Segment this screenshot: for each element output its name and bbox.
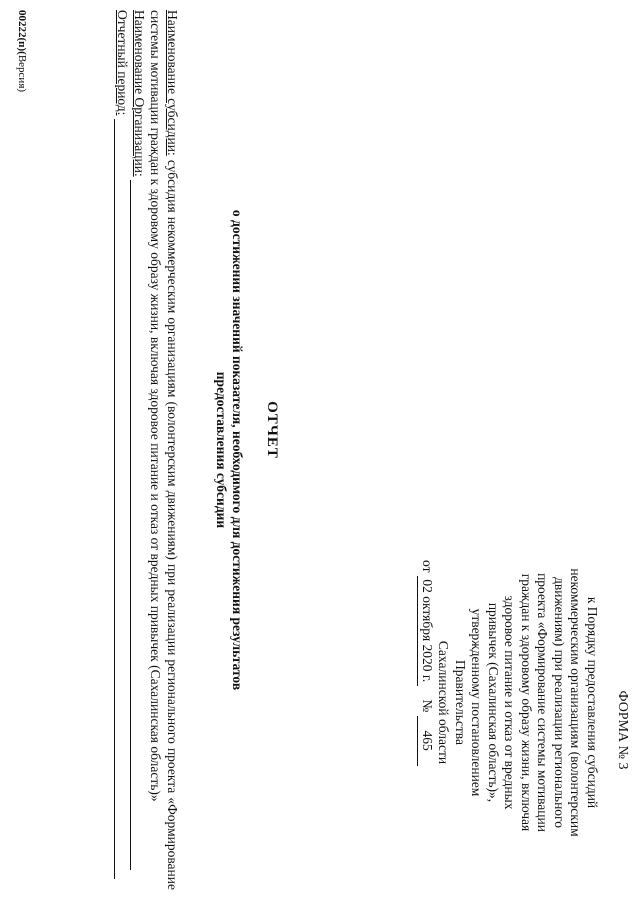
organization-fill-line[interactable] bbox=[131, 180, 146, 870]
footer-code bbox=[16, 10, 28, 92]
period-field bbox=[114, 10, 131, 890]
period-fill-line[interactable] bbox=[114, 119, 129, 879]
order-line: здоровое питание и отказ от вредных bbox=[502, 595, 518, 810]
subsidy-label: Наименование субсидии: bbox=[165, 10, 180, 156]
order-date: 02 октября 2020 г. bbox=[418, 576, 436, 686]
subsidy-field bbox=[147, 10, 180, 890]
order-line: Правительства bbox=[453, 660, 468, 745]
order-line: некоммерческим организациям (волонтерским bbox=[568, 568, 584, 837]
organization-field bbox=[131, 10, 148, 890]
form-number: ФОРМА № 3 bbox=[615, 690, 630, 770]
report-subtitle: о достижении значений показателя, необходимого для достижения результатов предоставления субсидии bbox=[214, 209, 245, 691]
number-sign: № bbox=[420, 699, 435, 713]
order-line: к Порядку предоставления субсидий bbox=[585, 596, 600, 809]
order-date-line bbox=[418, 560, 436, 845]
order-line: граждан к здоровому образу жизни, включая bbox=[519, 573, 534, 832]
order-line: Сахалинской области bbox=[436, 640, 452, 765]
order-line: движениям) при реализации регионального bbox=[552, 576, 567, 828]
report-fields bbox=[114, 10, 180, 890]
report-title: ОТЧЕТ bbox=[264, 401, 280, 459]
subsidy-value: субсидия некоммерческим организациям (волонтерским движениям) при реализации регионального проекта «Формирование системы мотивации граждан к здоровому образу жизни, включая здоровое питание и отказ от вредных привычек (Сахалинская область)» bbox=[148, 10, 180, 890]
order-line: привычек (Сахалинская область)», bbox=[486, 602, 501, 803]
document-version: Версия) bbox=[16, 54, 28, 93]
order-reference bbox=[418, 560, 601, 845]
order-line: утвержденному постановлением bbox=[469, 608, 485, 797]
period-label: Отчетный период: bbox=[115, 10, 131, 116]
document-code: 00222(п)( bbox=[16, 10, 28, 55]
order-number: 465 bbox=[418, 716, 436, 766]
order-line: проекта «Формирование системы мотивации bbox=[535, 573, 551, 832]
organization-label: Наименование Организации: bbox=[132, 10, 147, 177]
date-prefix: от bbox=[420, 560, 435, 573]
